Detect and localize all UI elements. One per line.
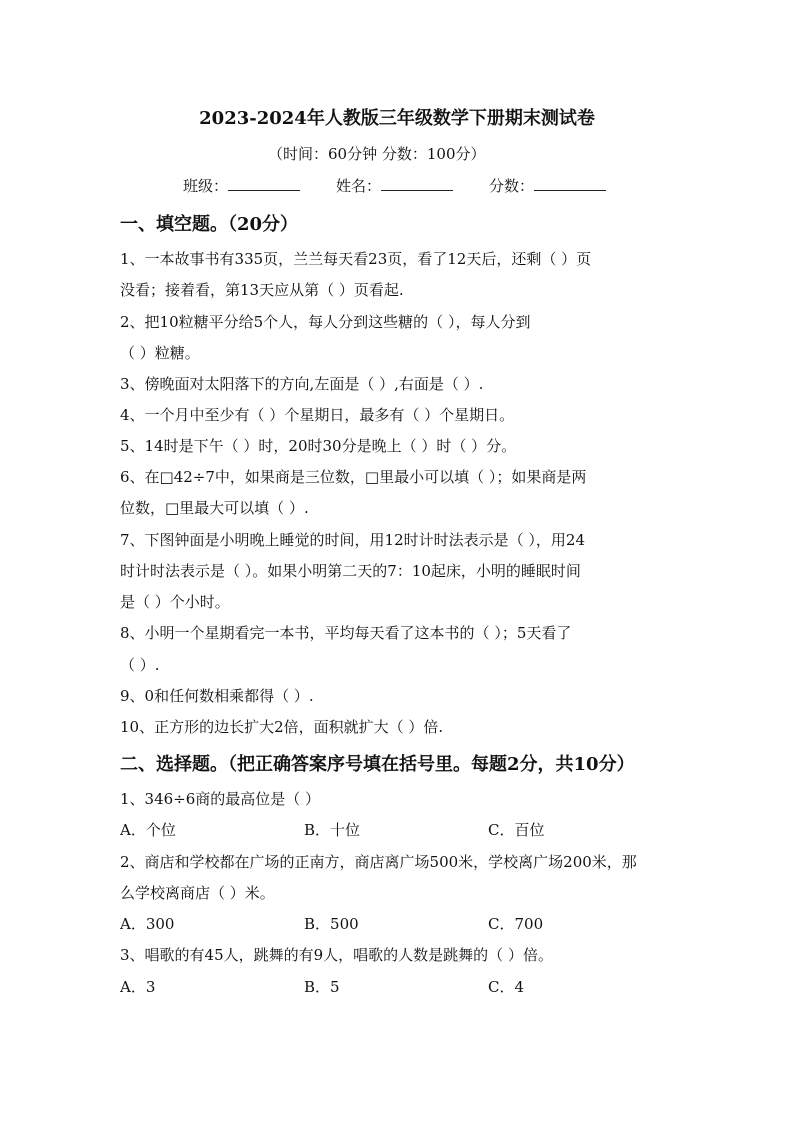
page-title: 2023-2024年人教版三年级数学下册期末测试卷 <box>199 108 595 129</box>
name-field <box>336 175 453 196</box>
question-line: 么学校离商店（ ）米。 <box>120 884 275 902</box>
option-b[interactable]: B．500 <box>304 915 359 933</box>
score-label: 分数： <box>489 177 535 195</box>
score-blank[interactable] <box>534 176 606 191</box>
option-b[interactable]: B．5 <box>304 978 340 996</box>
score-field <box>489 175 606 196</box>
question-line: 3、傍晚面对太阳落下的方向,左面是（ ）,右面是（ ）. <box>120 375 484 393</box>
question-line: 3、唱歌的有45人，跳舞的有9人，唱歌的人数是跳舞的（ ）倍。 <box>120 946 553 964</box>
option-a[interactable]: A．3 <box>120 978 156 996</box>
section-fill-blank-heading: 一、填空题。（20分） <box>120 214 299 235</box>
option-a[interactable]: A．300 <box>120 915 175 933</box>
class-field <box>183 175 300 196</box>
question-line: 9、0和任何数相乘都得（ ）. <box>120 687 314 705</box>
question-line: 5、14时是下午（ ）时，20时30分是晚上（ ）时（ ）分。 <box>120 437 517 455</box>
question-line: 7、下图钟面是小明晚上睡觉的时间，用12时计时法表示是（ ），用24 <box>120 531 585 549</box>
question-line: 8、小明一个星期看完一本书，平均每天看了这本书的（ ）；5天看了 <box>120 624 572 642</box>
question-line: 是（ ）个小时。 <box>120 593 230 611</box>
question-line: 时计时法表示是（ ）。如果小明第二天的7：10起床，小明的睡眠时间 <box>120 562 581 580</box>
question-line: 位数，□里最大可以填（ ）. <box>120 499 309 517</box>
name-label: 姓名： <box>336 177 382 195</box>
option-c[interactable]: C．700 <box>488 915 544 933</box>
question-line: 2、把10粒糖平分给5个人，每人分到这些糖的（ ），每人分到 <box>120 313 531 331</box>
question-line: 1、346÷6商的最高位是（ ） <box>120 790 321 808</box>
question-line: （ ）. <box>120 656 160 674</box>
question-line: （ ）粒糖。 <box>120 344 200 362</box>
question-line: 10、正方形的边长扩大2倍，面积就扩大（ ）倍. <box>120 718 444 736</box>
question-line: 1、一本故事书有335页，兰兰每天看23页，看了12天后，还剩（ ）页 <box>120 250 592 268</box>
option-a[interactable]: A．个位 <box>120 821 176 839</box>
option-b[interactable]: B．十位 <box>304 821 361 839</box>
section-choice-heading: 二、选择题。（把正确答案序号填在括号里。每题2分，共10分） <box>120 754 635 775</box>
option-c[interactable]: C．百位 <box>488 821 545 839</box>
question-line: 没看；接着看，第13天应从第（ ）页看起. <box>120 281 404 299</box>
option-c[interactable]: C．4 <box>488 978 525 996</box>
question-line: 6、在□42÷7中，如果商是三位数，□里最小可以填（ ）；如果商是两 <box>120 468 587 486</box>
class-blank[interactable] <box>228 176 300 191</box>
question-line: 2、商店和学校都在广场的正南方，商店离广场500米，学校离广场200米，那 <box>120 853 637 871</box>
question-line: 4、一个月中至少有（ ）个星期日，最多有（ ）个星期日。 <box>120 406 515 424</box>
name-blank[interactable] <box>381 176 453 191</box>
exam-time-score: （时间：60分钟 分数：100分） <box>268 145 486 163</box>
class-label: 班级： <box>183 177 229 195</box>
